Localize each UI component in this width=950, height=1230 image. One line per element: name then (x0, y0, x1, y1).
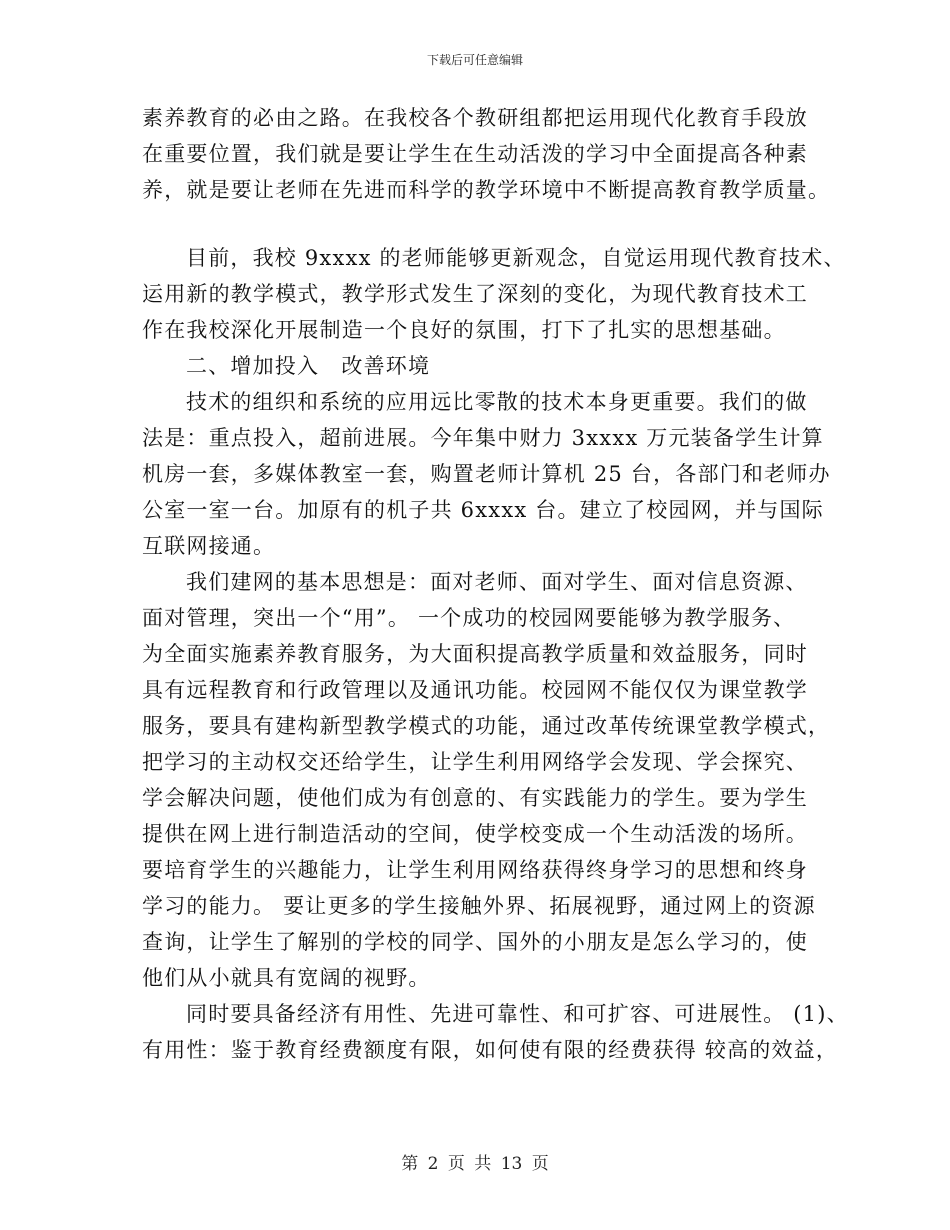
text-line: 查询，让学生了解别的学校的同学、国外的小朋友是怎么学习的，使 (142, 930, 808, 954)
text-line: 法是：重点投入，超前进展。今年集中财力 3xxxx 万元装备学生计算 (142, 426, 824, 450)
text-line: 要培育学生的兴趣能力，让学生利用网络获得终身学习的思想和终身 (142, 858, 808, 882)
paragraph (142, 100, 831, 208)
text-line: 具有远程教育和行政管理以及通讯功能。校园网不能仅仅为课堂教学 (142, 678, 808, 702)
text-line: 养，就是要让老师在先进而科学的教学环境中不断提高教育教学质量。 (142, 178, 831, 202)
text-line: 目前，我校 9xxxx 的老师能够更新观念，自觉运用现代教育技术、 (186, 246, 846, 270)
text-line: 有用性：鉴于教育经费额度有限，如何使有限的经费获得 较高的效益， (142, 1038, 839, 1062)
paragraph (142, 240, 846, 348)
text-line: 同时要具备经济有用性、先进可靠性、和可扩容、可进展性。 (1)、 (186, 1002, 849, 1026)
section-heading-text: 二、增加投入 改善环境 (186, 354, 431, 378)
document-body (142, 100, 849, 1068)
text-line: 机房一套，多媒体教室一套，购置老师计算机 25 台，各部门和老师办 (142, 462, 831, 486)
text-line: 互联网接通。 (142, 534, 276, 558)
text-line: 面对管理，突出一个“用”。 一个成功的校园网要能够为教学服务、 (142, 606, 796, 630)
section-heading (142, 348, 822, 384)
paragraph (142, 564, 831, 996)
text-line: 服务，要具有建构新型教学模式的功能，通过改革传统课堂教学模式， (142, 714, 831, 738)
paragraph (142, 384, 831, 564)
text-line: 公室一室一台。加原有的机子共 6xxxx 台。建立了校园网，并与国际 (142, 498, 824, 522)
text-line: 学会解决问题，使他们成为有创意的、有实践能力的学生。要为学生 (142, 786, 808, 810)
text-line: 学习的能力。 要让更多的学生接触外界、拓展视野，通过网上的资源 (142, 894, 816, 918)
text-line: 素养教育的必由之路。在我校各个教研组都把运用现代化教育手段放 (142, 106, 808, 130)
text-line: 作在我校深化开展制造一个良好的氛围，打下了扎实的思想基础。 (142, 318, 786, 342)
text-line: 技术的组织和系统的应用远比零散的技术本身更重要。我们的做 (186, 390, 808, 414)
text-line: 我们建网的基本思想是：面对老师、面对学生、面对信息资源、 (186, 570, 808, 594)
text-line: 在重要位置，我们就是要让学生在生动活泼的学习中全面提高各种素 (142, 142, 808, 166)
text-line: 提供在网上进行制造活动的空间，使学校变成一个生动活泼的场所。 (142, 822, 808, 846)
text-line: 运用新的教学模式，教学形式发生了深刻的变化，为现代教育技术工 (142, 282, 808, 306)
page-header-note: 下载后可任意编辑 (426, 53, 523, 67)
paragraph-gap (142, 208, 822, 240)
text-line: 把学习的主动权交还给学生，让学生利用网络学会发现、学会探究、 (142, 750, 808, 774)
text-line: 为全面实施素养教育服务，为大面积提高教学质量和效益服务，同时 (142, 642, 808, 666)
page-number: 第 2 页 共 13 页 (401, 1154, 549, 1174)
paragraph (142, 996, 849, 1068)
text-line: 他们从小就具有宽阔的视野。 (142, 966, 431, 990)
